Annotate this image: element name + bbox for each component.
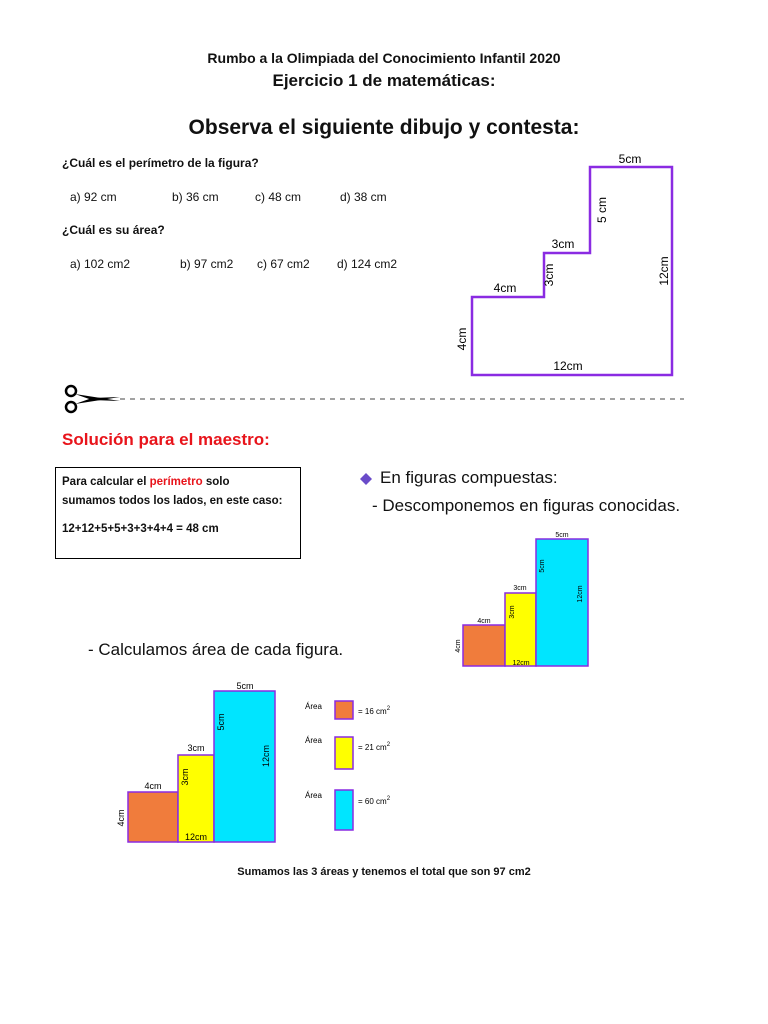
label: 5cm bbox=[539, 559, 546, 573]
label: 5cm bbox=[555, 532, 569, 539]
label: 4cm bbox=[116, 809, 126, 827]
svg-text:Área: Área bbox=[305, 702, 322, 711]
svg-text:Área: Área bbox=[305, 791, 322, 800]
answer-option: c) 48 cm bbox=[255, 190, 302, 204]
solution-title: Solución para el maestro: bbox=[62, 430, 270, 449]
legend-orange bbox=[305, 701, 391, 719]
yellow-rect bbox=[505, 593, 536, 666]
label: 3cm bbox=[509, 605, 516, 619]
perimeter-explanation-box: Para calcular el perímetro solo sumamos todos los lados, en este caso: 12+12+5+5+3+3+4+4 = 48 cm bbox=[55, 467, 301, 559]
svg-text:Área: Área bbox=[305, 736, 322, 745]
answer-option: a) 92 cm bbox=[70, 190, 117, 204]
answer-option: d) 124 cm2 bbox=[337, 257, 398, 271]
label: 12cm bbox=[512, 660, 530, 667]
orange-rect bbox=[128, 792, 178, 842]
label-right: 12cm bbox=[657, 256, 671, 286]
label-top: 5cm bbox=[618, 152, 642, 166]
answer-option: b) 36 cm bbox=[172, 190, 219, 204]
area-legend bbox=[300, 695, 430, 835]
document-title: Rumbo a la Olimpiada del Conocimiento Infantil 2020 bbox=[207, 50, 561, 66]
label: 4cm bbox=[455, 639, 462, 653]
conclusion-text: Sumamos las 3 áreas y tenemos el total que son 97 cm2 bbox=[237, 866, 531, 878]
label: 3cm bbox=[187, 743, 205, 753]
answer-option: d) 38 cm bbox=[340, 190, 387, 204]
decomposed-figure-large bbox=[112, 678, 282, 848]
decomposed-figure-small bbox=[448, 528, 598, 674]
orange-rect bbox=[463, 625, 505, 666]
label-step-horizontal-low: 4cm bbox=[493, 281, 517, 295]
legend-yellow bbox=[305, 736, 391, 769]
answer-option: a) 102 cm2 bbox=[70, 257, 131, 271]
label: 3cm bbox=[180, 768, 190, 786]
label: 12cm bbox=[184, 832, 208, 842]
label-step-horizontal-mid: 3cm bbox=[551, 237, 575, 251]
question-perimeter: ¿Cuál es el perímetro de la figura? bbox=[62, 156, 259, 170]
label-bottom: 12cm bbox=[553, 359, 583, 373]
svg-text:= 60 cm2: = 60 $cm^2$ bbox=[358, 796, 391, 806]
calculate-text: - Calculamos área de cada figura. bbox=[88, 640, 344, 659]
highlight-word: perímetro bbox=[149, 476, 203, 488]
yellow-rect bbox=[178, 755, 214, 842]
label: 4cm bbox=[477, 618, 491, 625]
instruction-title: Observa el siguiente dibujo y contesta: bbox=[188, 116, 580, 139]
answer-option: c) 67 cm2 bbox=[257, 257, 310, 271]
legend-cyan bbox=[305, 790, 391, 830]
label: 12cm bbox=[261, 744, 271, 768]
cut-line bbox=[62, 383, 687, 415]
diamond-bullet-icon bbox=[360, 473, 372, 485]
label: 5cm bbox=[216, 713, 226, 731]
exercise-title: Ejercicio 1 de matemáticas: bbox=[272, 71, 496, 90]
answer-option: b) 97 cm2 bbox=[180, 257, 234, 271]
bullet-text: En figuras compuestas: bbox=[380, 468, 558, 487]
staircase-figure bbox=[440, 145, 700, 385]
label: 12cm bbox=[577, 585, 584, 603]
question-area: ¿Cuál es su área? bbox=[62, 223, 165, 237]
equation: 12+12+5+5+3+3+4+4 = 48 cm bbox=[62, 523, 219, 535]
label: 4cm bbox=[144, 781, 162, 791]
decompose-text: - Descomponemos en figuras conocidas. bbox=[372, 496, 681, 515]
label: 3cm bbox=[513, 585, 527, 592]
figure-outline bbox=[472, 167, 672, 375]
label-step-vertical-mid: 3cm bbox=[542, 263, 556, 287]
label-left: 4cm bbox=[455, 327, 469, 351]
svg-text:= 21 cm2: = 21 $cm^2$ bbox=[358, 742, 391, 752]
label-step-vertical-top: 5 cm bbox=[595, 196, 609, 224]
scissors-icon bbox=[66, 386, 120, 412]
label: 5cm bbox=[236, 681, 254, 691]
svg-text:= 16 cm2: = 16 $cm^2$ bbox=[358, 706, 391, 716]
